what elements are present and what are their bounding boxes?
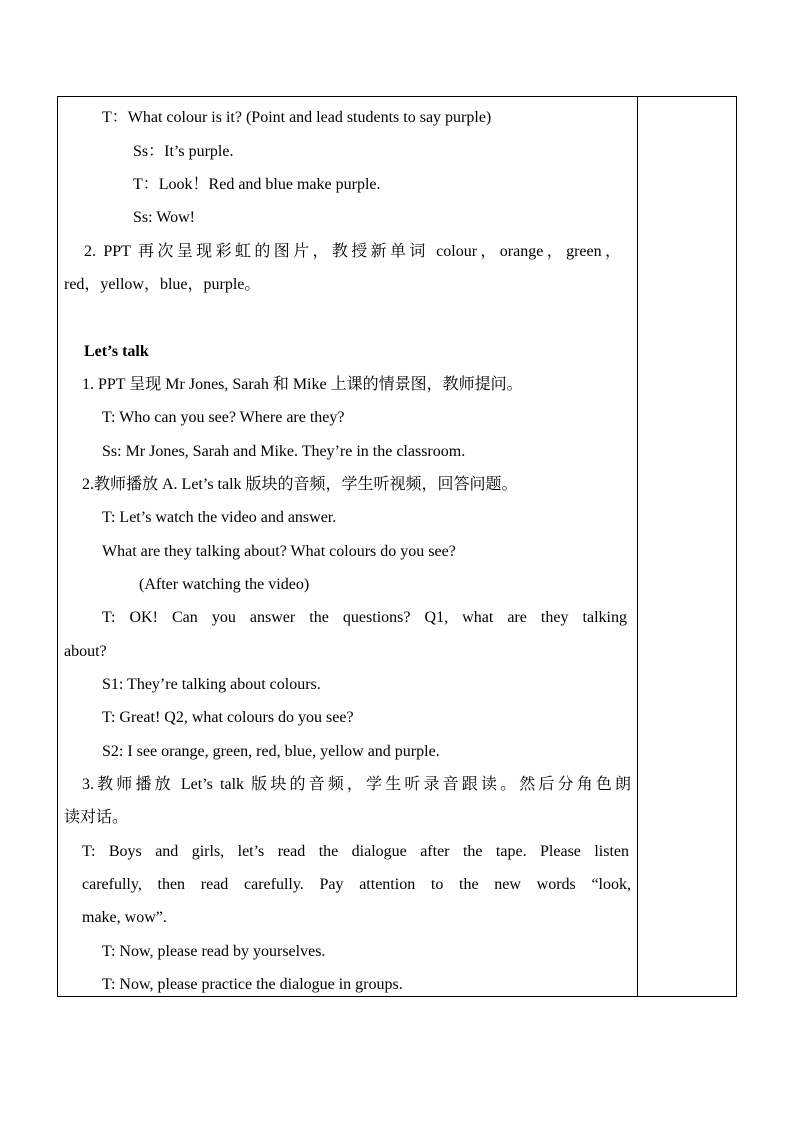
dialogue-line: Ss: Mr Jones, Sarah and Mike. They’re in the classroom. [102,443,466,460]
dialogue-line: T: Now, please read by yourselves. [102,943,326,960]
dialogue-line: What are they talking about? What colours do you see? [102,543,456,560]
step-text: red，yellow，blue，purple。 [64,276,261,293]
step-text: 3.教师播放 Let’s talk 版块的音频，学生听录音跟读。然后分角色朗 [82,776,631,793]
dialogue-line: T：Look！Red and blue make purple. [133,176,381,193]
dialogue-line: T: OK! Can you answer the questions? Q1, what are they talking [102,609,627,626]
step-text: 2. PPT 再次呈现彩虹的图片，教授新单词 colour，orange，green， [84,243,621,260]
lesson-table [57,96,737,997]
dialogue-line: Ss：It’s purple. [133,143,234,160]
dialogue-line: S1: They’re talking about colours. [102,676,321,693]
dialogue-line: T: Let’s watch the video and answer. [102,509,337,526]
step-text: 2.教师播放 A. Let’s talk 版块的音频，学生听视频，回答问题。 [82,476,518,493]
dialogue-line: S2: I see orange, green, red, blue, yellow and purple. [102,743,440,760]
dialogue-line: T: Great! Q2, what colours do you see? [102,709,354,726]
dialogue-line: carefully, then read carefully. Pay attention to the new words “look, [82,876,631,893]
notes-cell [638,97,736,996]
dialogue-line: T：What colour is it? (Point and lead students to say purple) [102,109,492,126]
dialogue-line: make, wow”. [82,909,167,926]
section-heading: Let’s talk [84,343,149,360]
dialogue-line: (After watching the video) [139,576,310,593]
dialogue-line: about? [64,643,107,660]
dialogue-line: T: Boys and girls, let’s read the dialogue after the tape. Please listen [82,843,629,860]
dialogue-line: T: Who can you see? Where are they? [102,409,345,426]
step-text: 1. PPT 呈现 Mr Jones, Sarah 和 Mike 上课的情景图，教师提问。 [82,376,523,393]
dialogue-line: Ss: Wow! [133,209,195,226]
procedure-cell [58,97,637,996]
step-text: 读对话。 [64,809,129,826]
dialogue-line: T: Now, please practice the dialogue in groups. [102,976,403,993]
